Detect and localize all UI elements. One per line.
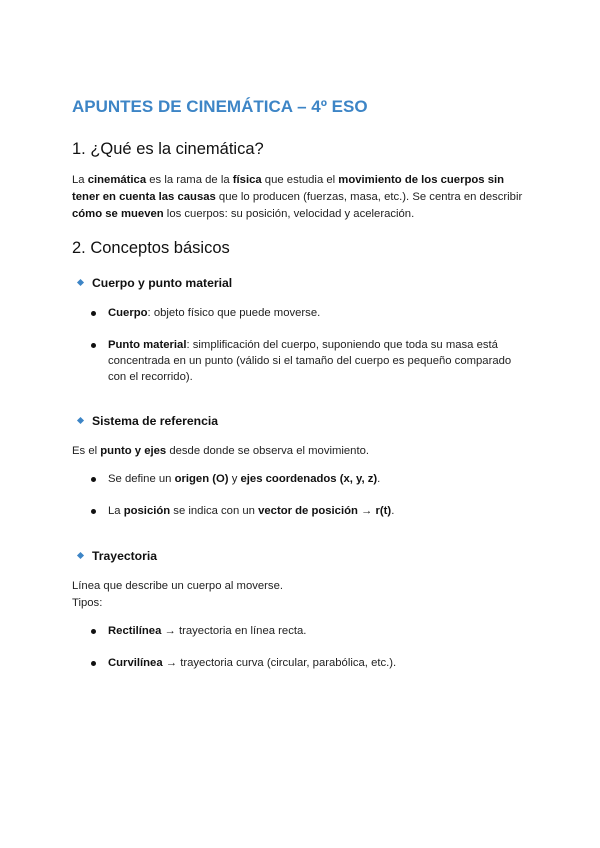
bullet-dot-icon <box>91 343 96 348</box>
bullet-dot-icon <box>91 311 96 316</box>
subheading-cuerpo: Cuerpo y punto material <box>78 276 232 290</box>
section-heading-2: 2. Conceptos básicos <box>72 239 230 257</box>
referencia-paragraph: Es el punto y ejes desde donde se observa el movimiento. <box>72 445 370 457</box>
list-item: Se define un origen (O) y ejes coordenados (x, y, z). <box>108 471 528 487</box>
diamond-bullet-icon <box>77 552 84 559</box>
list-item: Curvilínea → trayectoria curva (circular, parabólica, etc.). <box>108 655 528 671</box>
bullet-dot-icon <box>91 629 96 634</box>
diamond-bullet-icon <box>77 279 84 286</box>
list-item: Cuerpo: objeto físico que puede moverse. <box>108 305 528 321</box>
list-item: La posición se indica con un vector de posición → r(t). <box>108 503 528 519</box>
subheading-trayectoria: Trayectoria <box>78 549 157 563</box>
diamond-bullet-icon <box>77 417 84 424</box>
list-item: Punto material: simplificación del cuerpo, suponiendo que toda su masa está concentrada en un punto (válido si el tamaño del cuerpo es pequeño comparado con el recorrido). <box>108 337 528 385</box>
section-1-paragraph: La cinemática es la rama de la física que estudia el movimiento de los cuerpos sin tener en cuenta las causas que lo producen (fuerzas, masa, etc.). Se centra en describir cómo se mueven los cuerpos: su posición, velocidad y aceleración. <box>72 174 523 220</box>
trayectoria-paragraph: Línea que describe un cuerpo al moverse. Tipos: <box>72 580 284 609</box>
list-item: Rectilínea → trayectoria en línea recta. <box>108 623 528 639</box>
document-title: APUNTES DE CINEMÁTICA – 4º ESO <box>72 97 368 116</box>
bullet-dot-icon <box>91 661 96 666</box>
bullet-dot-icon <box>91 509 96 514</box>
section-heading-1: 1. ¿Qué es la cinemática? <box>72 140 264 158</box>
bullet-dot-icon <box>91 477 96 482</box>
subheading-referencia: Sistema de referencia <box>78 414 218 428</box>
